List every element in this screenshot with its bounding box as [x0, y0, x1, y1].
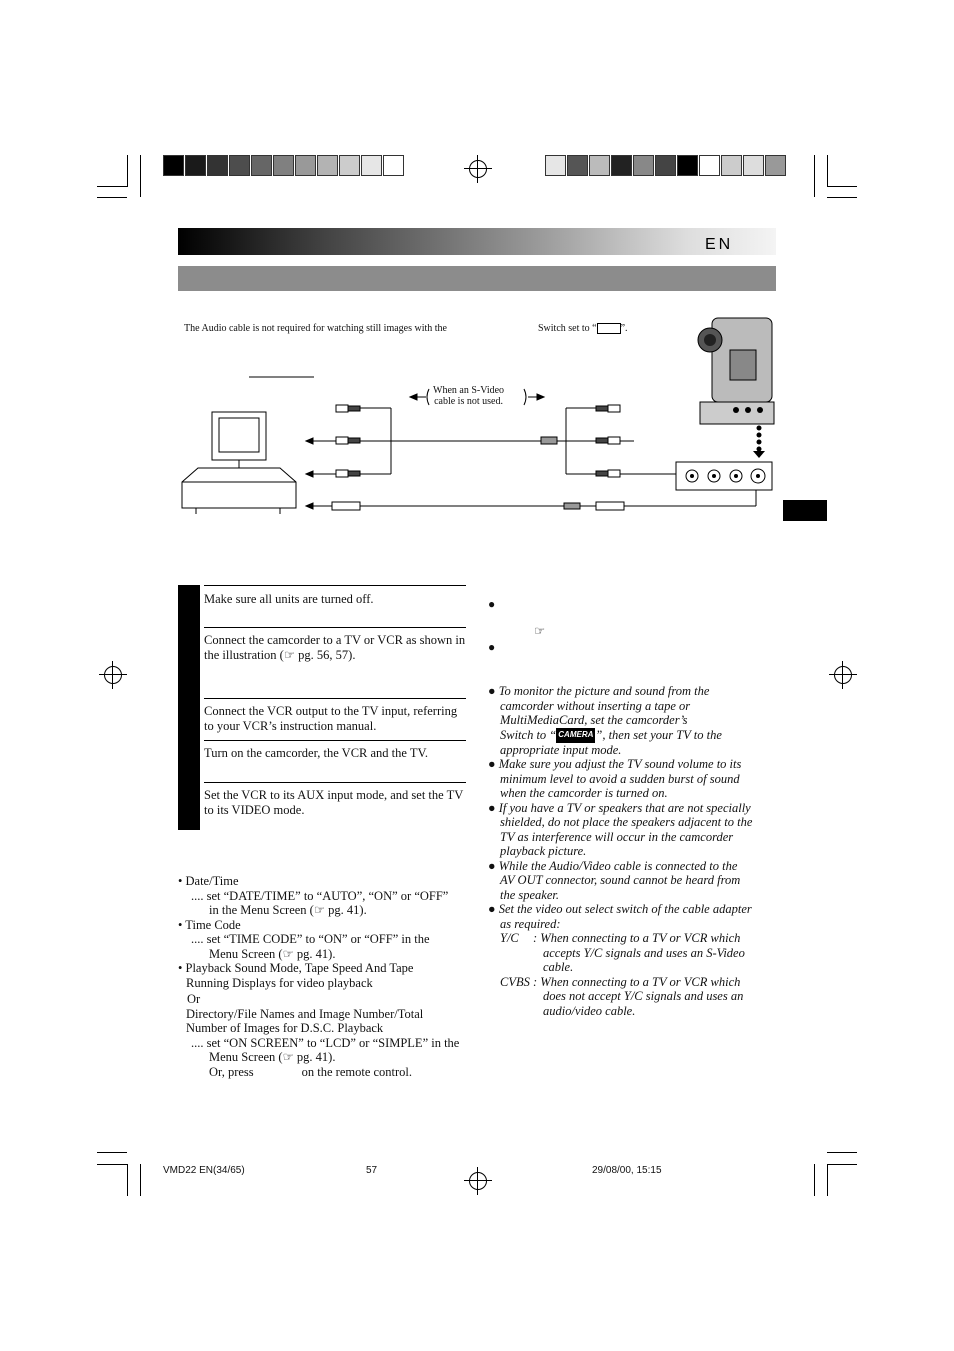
registration-mark-bottom: [469, 1172, 487, 1190]
connection-diagram: [176, 310, 780, 520]
notes-list: ● To monitor the picture and sound from the camcorder without inserting a tape or MultiMediaCard, set the camcorder’s Switch to “ CAMERA ”, then set your TV to the appropriate input mode. ● Make sure you adjust the TV sound volume to its minimum level to avoid a sudden burst of sound when the camcorder is turned on. ● If you have a TV or speakers that are not specially shielded, do not place the speakers adjacent to the TV as interference will occur in the camcorder playback picture. ● While the Audio/Video cable is connected to the AV OUT connector, sound cannot be heard from the speaker. ● Set the video out select switch of the cable adapter as required: Y/C : When connecting to a TV or VCR which accepts Y/C signals and uses an S-Video cable. CVBS : When connecting to a TV or VCR which does not accept Y/C signals and uses an audio/video cable.: [488, 684, 753, 1018]
registration-mark-left: [104, 666, 122, 684]
registration-mark-right: [834, 666, 852, 684]
camcorder-icon: [698, 318, 774, 424]
step-3: Connect the VCR output to the TV input, referring to your VCR’s instruction manual.: [204, 698, 466, 746]
footer-file: VMD22 EN(34/65): [163, 1165, 245, 1176]
step-4: Turn on the camcorder, the VCR and the TV.: [204, 740, 466, 788]
tv-icon: [212, 412, 266, 460]
step-1: Make sure all units are turned off.: [204, 585, 466, 634]
note-bullet-2: ●: [488, 640, 496, 654]
switch-note: Switch set to “ ”.: [538, 323, 628, 334]
step-5: Set the VCR to its AUX input mode, and set the TV to its VIDEO mode.: [204, 782, 466, 836]
steps-sidebar-bar: [178, 585, 200, 830]
note-bullet-1: ●: [488, 597, 496, 611]
cable-adapter-icon: [676, 462, 772, 490]
step-2: Connect the camcorder to a TV or VCR as shown in the illustration (☞ pg. 56, 57).: [204, 627, 466, 703]
page-tab: [783, 500, 827, 521]
registration-mark-top: [469, 160, 487, 178]
footer-page: 57: [366, 1165, 378, 1176]
display-options: • Date/Time .... set “DATE/TIME” to “AUTO”, “ON” or “OFF” in the Menu Screen (☞ pg. 41). • Time Code .... set “TIME CODE” to “ON” or “OFF” in the Menu Screen (☞ pg. 41). • Playback Sound Mode, Tape Speed And Tape Running Displays for video playback Or Directory/File Names and Image Number/Total Number of Images for D.S.C. Playback .... set “ON SCREEN” to “LCD” or “SIMPLE” in the Menu Screen (☞ pg. 41). Or, press on the remote control.: [178, 874, 460, 1079]
camera-badge: CAMERA: [556, 728, 595, 743]
svideo-note: When an S-Video cable is not used.: [433, 385, 505, 407]
header-gradient-bar: [178, 228, 776, 255]
section-title-bar: [178, 266, 776, 291]
audio-cable-note: The Audio cable is not required for watching still images with the: [184, 323, 447, 334]
language-code: EN: [705, 236, 734, 253]
footer-date: 29/08/00, 15:15: [592, 1165, 662, 1176]
note-ref-symbol: ☞: [534, 624, 546, 638]
vcr-icon: [182, 468, 296, 514]
